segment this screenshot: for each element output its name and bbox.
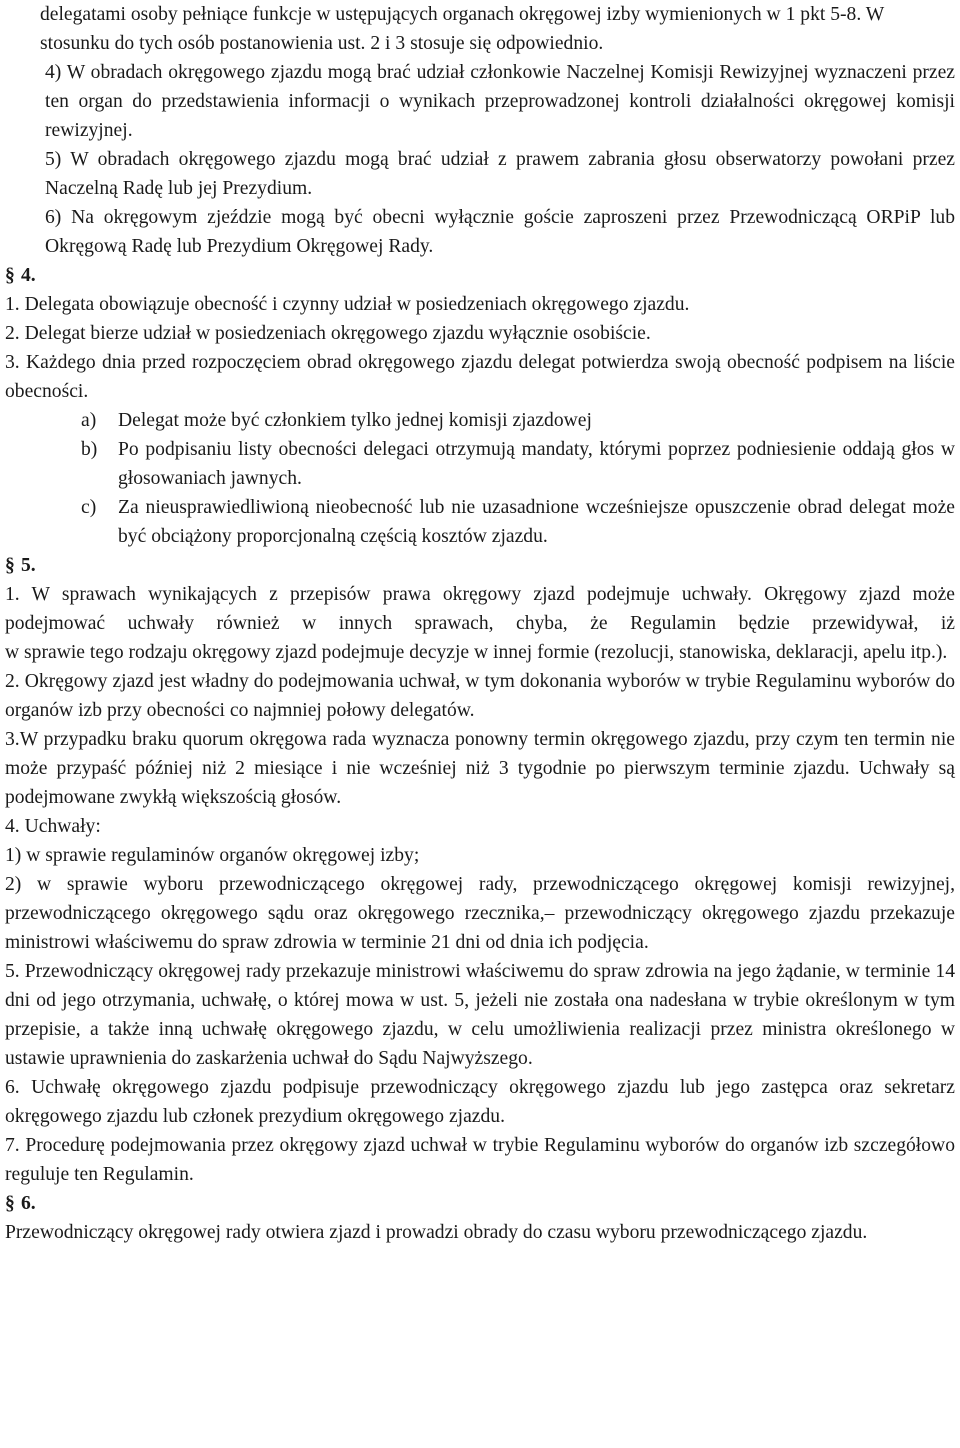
s5-item-5: 5. Przewodniczący okręgowej rady przekazuje ministrowi właściwemu do spraw zdrowia na jego żądanie, w terminie 14 dni od jego otrzymania, uchwałę, o której mowa w ust. 5, jeżeli nie została ona nadesłana w trybie określonym w tym przepisie, a także inną uchwałę okręgowego zjazdu, w celu umożliwienia realizacji przez ministra określonego w ustawie uprawnienia do zaskarżenia uchwał do Sądu Najwyższego.	[5, 961, 955, 1069]
s4-item-2: 2. Delegat bierze udział w posiedzeniach okręgowego zjazdu wyłącznie osobiście.	[5, 323, 651, 344]
paragraph-continuation: delegatami osoby pełniące funkcje w ustępujących organach okręgowej izby wymienionych w 1 pkt 5-8. W stosunku do tych osób postanowienia ust. 2 i 3 stosuje się odpowiednio.	[40, 4, 884, 54]
s5-item-4: 4. Uchwały:	[5, 816, 101, 837]
section-number: 6.	[21, 1193, 36, 1214]
s5-item-2: 2. Okręgowy zjazd jest władny do podejmowania uchwał, w tym dokonania wyborów w trybie Regulaminu wyborów do organów izb przy obecności co najmniej połowy delegatów.	[5, 671, 955, 721]
s5-item-6: 6. Uchwałę okręgowego zjazdu podpisuje przewodniczący okręgowego zjazdu lub jego zastępca oraz sekretarz okręgowego zjazdu lub członek prezydium okręgowego zjazdu.	[5, 1077, 955, 1127]
section-sign-icon: §	[5, 265, 15, 286]
section-number: 4.	[21, 265, 36, 286]
lettered-list	[5, 406, 955, 551]
section-sign-icon: §	[5, 555, 15, 576]
section-heading-4	[5, 261, 955, 290]
s4-item-3: 3. Każdego dnia przed rozpoczęciem obrad okręgowego zjazdu delegat potwierdza swoją obecność podpisem na liście obecności.	[5, 352, 955, 402]
section-number: 5.	[21, 555, 36, 576]
s5-item-1-part-a: 1. W sprawach wynikających z przepisów prawa okręgowy zjazd podejmuje uchwały. Okręgowy zjazd może podejmować uchwały również w innych sprawach, chyba, że Regulamin będzie przewidywał, iż	[5, 584, 955, 634]
list-item-text: Po podpisaniu listy obecności delegaci otrzymują mandaty, którymi poprzez podniesienie oddają głos w głosowaniach jawnych.	[118, 439, 955, 489]
list-item-text: Delegat może być członkiem tylko jednej komisji zjazdowej	[118, 410, 592, 431]
list-marker: b)	[81, 439, 98, 460]
section-heading-5	[5, 551, 955, 580]
paragraph-point-5: 5) W obradach okręgowego zjazdu mogą brać udział z prawem zabrania głosu obserwatorzy powołani przez Naczelną Radę lub jej Prezydium.	[45, 149, 955, 199]
list-item	[5, 406, 955, 435]
s5-item-4-sub-1: 1) w sprawie regulaminów organów okręgowej izby;	[5, 845, 420, 866]
s5-item-1-part-b: w sprawie tego rodzaju okręgowy zjazd podejmuje decyzje w innej formie (rezolucji, stanowiska, deklaracji, apelu itp.).	[5, 642, 948, 663]
list-marker: a)	[81, 410, 97, 431]
s5-item-4-sub-2: 2) w sprawie wyboru przewodniczącego okręgowej rady, przewodniczącego okręgowej komisji rewizyjnej, przewodniczącego okręgowego sądu oraz okręgowego rzecznika,– przewodniczący okręgowego zjazdu przekazuje ministrowi właściwemu do spraw zdrowia w terminie 21 dni od dnia ich podjęcia.	[5, 874, 955, 953]
paragraph-point-6: 6) Na okręgowym zjeździe mogą być obecni wyłącznie goście zaproszeni przez Przewodniczącą ORPiP lub Okręgową Radę lub Prezydium Okręgowej Rady.	[45, 207, 955, 257]
section-sign-icon: §	[5, 1193, 15, 1214]
s5-item-7: 7. Procedurę podejmowania przez okręgowy zjazd uchwał w trybie Regulaminu wyborów do organów izb szczegółowo reguluje ten Regulamin.	[5, 1135, 955, 1185]
paragraph-point-4: 4) W obradach okręgowego zjazdu mogą brać udział członkowie Naczelnej Komisji Rewizyjnej wyznaczeni przez ten organ do przedstawienia informacji o wynikach przeprowadzonej kontroli działalności okręgowej komisji rewizyjnej.	[45, 62, 955, 141]
document-page	[5, 0, 955, 1247]
list-item-text: Za nieusprawiedliwioną nieobecność lub nie uzasadnione wcześniejsze opuszczenie obrad delegat może być obciążony proporcjonalną częścią kosztów zjazdu.	[118, 497, 955, 547]
s4-item-1: 1. Delegata obowiązuje obecność i czynny udział w posiedzeniach okręgowego zjazdu.	[5, 294, 690, 315]
list-marker: c)	[81, 497, 97, 518]
list-item	[5, 435, 955, 493]
s5-item-3: 3.W przypadku braku quorum okręgowa rada wyznacza ponowny termin okręgowego zjazdu, przy czym ten termin nie może przypaść później niż 2 miesiące i nie wcześniej niż 3 tygodnie po pierwszym terminie zjazdu. Uchwały są podejmowane zwykłą większością głosów.	[5, 729, 955, 808]
s6-item-1: Przewodniczący okręgowej rady otwiera zjazd i prowadzi obrady do czasu wyboru przewodniczącego zjazdu.	[5, 1222, 868, 1243]
list-item	[5, 493, 955, 551]
section-heading-6	[5, 1189, 955, 1218]
